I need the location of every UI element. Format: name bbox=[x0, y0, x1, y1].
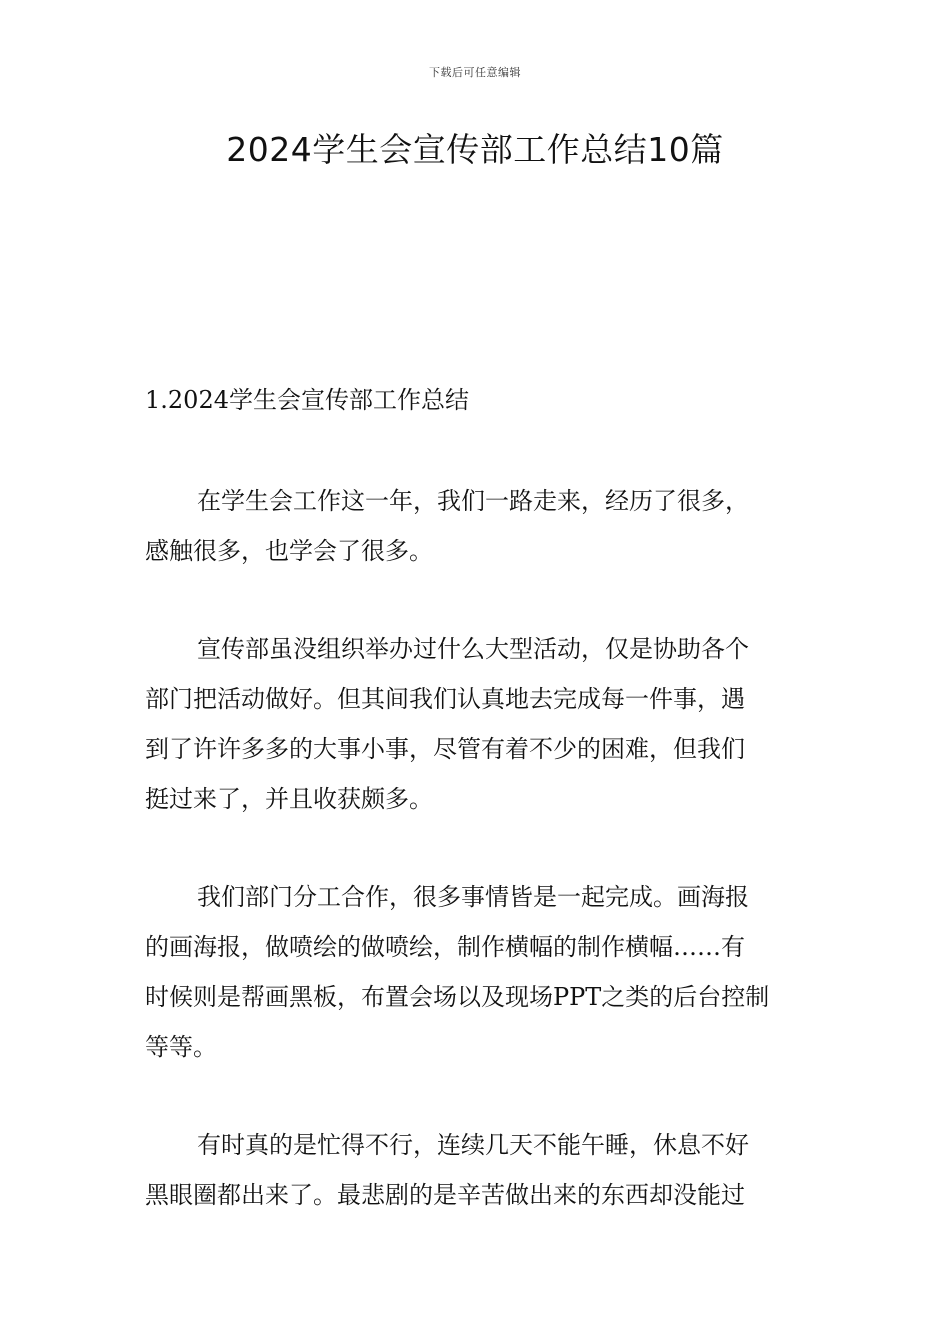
paragraph-line: 宣传部虽没组织举办过什么大型活动，仅是协助各个 bbox=[197, 635, 749, 663]
paragraph-line: 到了许许多多的大事小事，尽管有着不少的困难，但我们 bbox=[145, 735, 745, 763]
paragraph-line: 在学生会工作这一年，我们一路走来，经历了很多， bbox=[197, 487, 749, 515]
document-body bbox=[145, 476, 807, 1268]
paragraph-line: 感触很多，也学会了很多。 bbox=[145, 537, 433, 565]
document-title: 2024学生会宣传部工作总结10篇 bbox=[226, 130, 724, 169]
paragraph-4 bbox=[145, 1120, 807, 1220]
header-note: 下载后可任意编辑 bbox=[429, 66, 521, 79]
paragraph-line: 时候则是帮画黑板，布置会场以及现场PPT之类的后台控制 bbox=[145, 983, 770, 1011]
paragraph-line: 挺过来了，并且收获颇多。 bbox=[145, 785, 433, 813]
paragraph-2 bbox=[145, 624, 807, 824]
paragraph-line: 黑眼圈都出来了。最悲剧的是辛苦做出来的东西却没能过 bbox=[145, 1181, 745, 1209]
paragraph-3 bbox=[145, 872, 807, 1072]
section-heading: 1.2024学生会宣传部工作总结 bbox=[145, 386, 469, 414]
paragraph-1 bbox=[145, 476, 807, 576]
paragraph-line: 等等。 bbox=[145, 1033, 217, 1061]
paragraph-line: 我们部门分工合作，很多事情皆是一起完成。画海报 bbox=[197, 883, 749, 911]
paragraph-line: 部门把活动做好。但其间我们认真地去完成每一件事，遇 bbox=[145, 685, 745, 713]
paragraph-line: 的画海报，做喷绘的做喷绘，制作横幅的制作横幅……有 bbox=[145, 933, 745, 961]
paragraph-line: 有时真的是忙得不行，连续几天不能午睡，休息不好 bbox=[197, 1131, 749, 1159]
